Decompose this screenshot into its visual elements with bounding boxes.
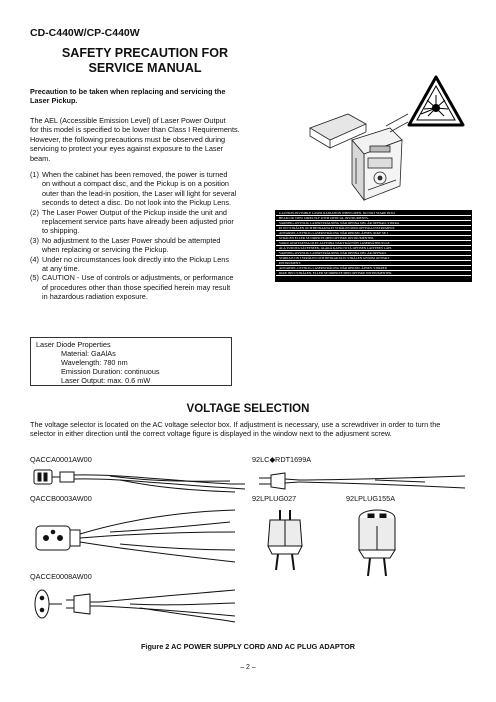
item-line: No adjustment to the Laser Power should be attempted bbox=[42, 235, 221, 245]
item-line: The Laser Power Output of the Pickup inside the unit and bbox=[42, 207, 227, 217]
list-item bbox=[30, 273, 280, 301]
caution-line: STRÅLEN ELLER SE DIREKTE MED OPTISKE INSTRUMENTER. bbox=[276, 236, 471, 241]
item-line: Under no circumstances look directly into the Pickup Lens bbox=[42, 254, 229, 264]
precaution-lead bbox=[30, 87, 280, 106]
caution-line: IKKE INN I STRÅLEN, ELLER SE DIREKTE MED OPTISKE INSTRUMENTER. bbox=[276, 271, 471, 276]
voltage-line: selector in either direction until the correct voltage figure is displayed in the window next to the adjusment screw. bbox=[30, 429, 392, 439]
part-label: 92LPLUG027 bbox=[252, 494, 297, 503]
plug-adaptor-027-illustration bbox=[260, 506, 310, 576]
list-item bbox=[30, 170, 280, 208]
spec-output: Laser Output: max. 0.6 mW bbox=[61, 376, 151, 385]
caution-line: INSTRUMENT. bbox=[276, 261, 471, 266]
spec-emission: Emission Duration: continuous bbox=[61, 367, 160, 376]
caution-line: CAUTION-INVISIBLE LASER RADIATION WHEN OPEN. DO NOT STARE INTO bbox=[276, 211, 471, 216]
voltage-title: VOLTAGE SELECTION bbox=[186, 403, 310, 415]
caution-line: VARNING-OSYNLIG LASERSTRÅLNING NÄR DENNA DEL ÄR ÖPPNAD. STIRRA bbox=[276, 221, 471, 226]
voltage-description bbox=[30, 420, 470, 439]
power-cord-qaccb-illustration bbox=[30, 502, 245, 572]
item-line: on without a compact disc, and the Pickup is on a position bbox=[42, 179, 229, 189]
item-line: replacement service parts have already been adjusted prior bbox=[42, 217, 234, 227]
ael-line: beam. bbox=[30, 153, 51, 163]
laser-warning-icon bbox=[407, 74, 465, 128]
caution-line: ÄLÄ TUIJOTA SÄTEESEEN, ÄLÄKÄ KATSO SITÄ OPTISEN LAITTEEN LÄPI. bbox=[276, 246, 471, 251]
safety-title bbox=[30, 46, 260, 76]
caution-line: ADVARSEL-USYNLIG LASERSTRÅLING NÅR DEKSEL ÅPNES. IKKE SE I bbox=[276, 231, 471, 236]
item-line: to shipping. bbox=[42, 226, 80, 236]
spec-wavelength: Wavelength: 780 nm bbox=[61, 358, 128, 367]
part-label: QACCA0001AW00 bbox=[30, 455, 92, 464]
ael-line: for this model is specified to be lower than Class I Requirements. bbox=[30, 125, 240, 135]
item-number: (4) bbox=[30, 254, 39, 264]
list-item bbox=[30, 236, 280, 255]
lead-line: Laser Pickup. bbox=[30, 96, 78, 106]
lead-line: Precaution to be taken when replacing and servicing the bbox=[30, 87, 226, 96]
ael-line: However, the following precautions must be observed during bbox=[30, 134, 226, 144]
spec-material: Material: GaAlAs bbox=[61, 349, 116, 358]
part-label: QACCE0008AW00 bbox=[30, 572, 92, 581]
item-number: (3) bbox=[30, 235, 39, 245]
item-number: (1) bbox=[30, 170, 39, 179]
precaution-list bbox=[30, 170, 280, 302]
item-line: when replacing or servicing the Pickup. bbox=[42, 245, 169, 255]
safety-title-line2: SERVICE MANUAL bbox=[88, 61, 202, 75]
laser-diode-properties-box bbox=[30, 337, 232, 386]
power-cord-qacca-illustration bbox=[30, 462, 250, 496]
ael-paragraph bbox=[30, 116, 280, 163]
item-line: of procedures other than those specified herein may result bbox=[42, 282, 231, 292]
power-cord-92lc-illustration bbox=[255, 470, 470, 492]
part-label: 92LPLUG155A bbox=[346, 494, 396, 503]
plug-adaptor-155a-illustration bbox=[350, 506, 404, 580]
item-line: outer than the lead-in position, the Laser will light for several bbox=[42, 188, 237, 198]
item-number: (2) bbox=[30, 207, 39, 217]
part-label: 92LC◆RDT1699A bbox=[252, 455, 312, 464]
ael-line: The AEL (Accessible Emission Level) of Laser Power Output bbox=[30, 116, 226, 125]
caution-line: BEAM OR VIEW DIRECTLY WITH OPTICAL INSTRUMENTS. bbox=[276, 216, 471, 221]
pickup-unit-illustration bbox=[300, 88, 410, 208]
page-number: – 2 – bbox=[240, 664, 256, 671]
caution-label bbox=[275, 210, 472, 282]
item-line: CAUTION - Use of controls or adjustments, or performance bbox=[42, 273, 234, 283]
list-item bbox=[30, 208, 280, 236]
item-line: at any time. bbox=[42, 264, 80, 274]
item-line: When the cabinet has been removed, the power is turned bbox=[42, 170, 228, 179]
caution-line: EJ IN I STRÅLEN OCH BETRAKTA EJ STRÅLEN MED OPTISKA INSTRUMENT. bbox=[276, 226, 471, 231]
power-cord-qacce-illustration bbox=[30, 582, 245, 628]
safety-title-line1: SAFETY PRECAUTION FOR bbox=[61, 46, 229, 60]
item-line: in hazardous radiation exposure. bbox=[42, 292, 148, 302]
voltage-line: The voltage selector is located on the AC voltage selector box. If adjustment is necessary, use a screwdriver in order to turn the bbox=[30, 420, 441, 429]
caution-line: VARO! AVATTAESSA OLET ALTTIINA NÄKYMÄTTÖN LASERSÄTEILYLLE. bbox=[276, 241, 471, 246]
caution-line: STIRRA EJ IN I STRÅLEN OCH BETRAKTA EJ STRÅLEN GENOM OPTISKT bbox=[276, 256, 471, 261]
part-label: QACCB0003AW00 bbox=[30, 494, 92, 503]
spec-heading: Laser Diode Properties bbox=[36, 340, 111, 349]
figure-caption: Figure 2 AC POWER SUPPLY CORD AND AC PLUG ADAPTOR bbox=[140, 642, 356, 651]
list-item bbox=[30, 255, 280, 274]
item-number: (5) bbox=[30, 273, 39, 283]
caution-line: ADVARSEL-USYNLIG LASERSTRÅLING NÅR DEKSEL ÅPNES. STIRRER bbox=[276, 266, 471, 271]
caution-line: VARNING-OSYNLIG LASERSTRÅLNING NÄR DENNA DEL ÄR ÖPPNAD. bbox=[276, 251, 471, 256]
ael-line: servicing to protect your eyes against exposure to the Laser bbox=[30, 144, 224, 154]
model-header: CD-C440W/CP-C440W bbox=[30, 27, 140, 39]
item-line: seconds to detect a disc. Do not look into the Pickup Lens. bbox=[42, 198, 232, 208]
